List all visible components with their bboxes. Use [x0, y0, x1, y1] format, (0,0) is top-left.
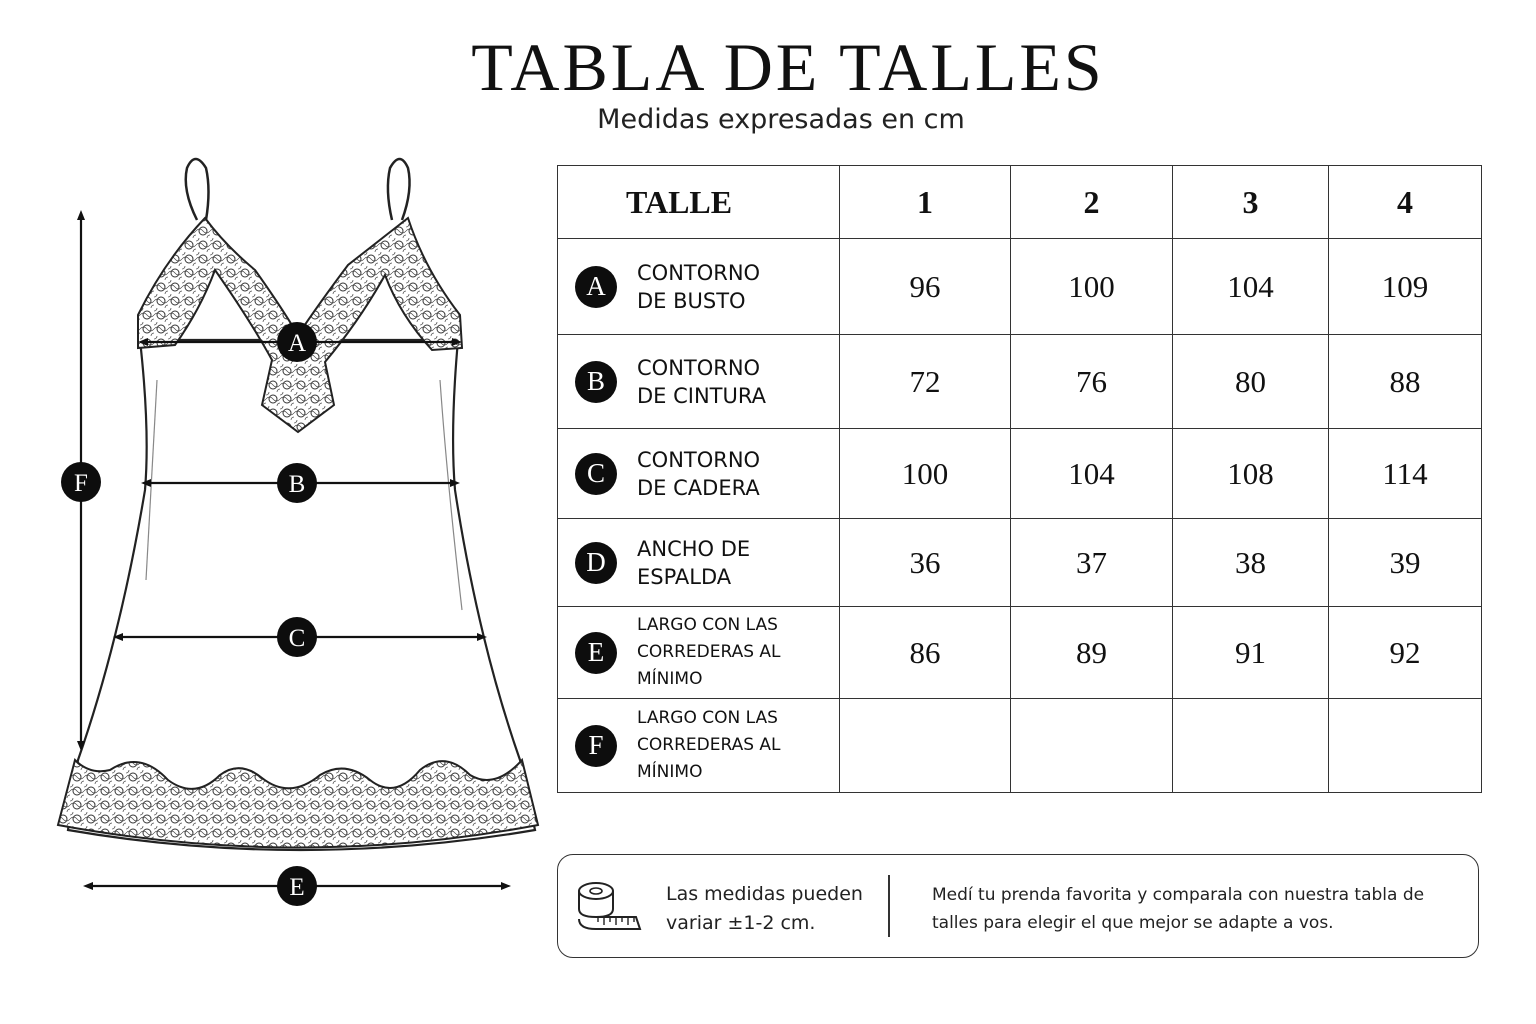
- note-instructions-text: Medí tu prenda favorita y comparala con nuestra tabla de talles para elegir el que mejor se adapte a vos.: [932, 885, 1425, 933]
- table-row: [558, 429, 1482, 519]
- table-cell: 100: [1011, 239, 1173, 335]
- garment-diagram: [0, 140, 550, 920]
- table-row: [558, 519, 1482, 607]
- table-cell: 72: [840, 335, 1011, 429]
- row-label: CONTORNO DE CADERA: [637, 447, 761, 500]
- right-strap: [388, 159, 410, 220]
- row-letter-badge: B: [575, 361, 617, 403]
- table-cell: 104: [1173, 239, 1329, 335]
- left-strap: [186, 159, 209, 220]
- table-row: [558, 607, 1482, 699]
- marker-a: [277, 322, 317, 362]
- svg-text:F: F: [74, 470, 88, 497]
- row-label: LARGO CON LAS CORREDERAS AL MÍNIMO: [637, 708, 781, 782]
- row-letter-badge: E: [575, 632, 617, 674]
- row-label: CONTORNO DE BUSTO: [637, 260, 761, 313]
- row-letter-badge: A: [575, 266, 617, 308]
- svg-text:B: B: [288, 471, 306, 498]
- table-cell: 96: [840, 239, 1011, 335]
- marker-b: [277, 463, 317, 503]
- size-header: 4: [1329, 166, 1482, 239]
- row-letter-badge: F: [575, 725, 617, 767]
- size-header: 2: [1011, 166, 1173, 239]
- page-title: TABLA DE TALLES: [471, 29, 1105, 105]
- row-letter-badge: C: [575, 453, 617, 495]
- table-cell: 108: [1173, 429, 1329, 519]
- table-cell: 88: [1329, 335, 1482, 429]
- table-row: [558, 239, 1482, 335]
- size-header: 1: [840, 166, 1011, 239]
- table-cell: 92: [1329, 607, 1482, 699]
- table-cell: 38: [1173, 519, 1329, 607]
- table-cell: 109: [1329, 239, 1482, 335]
- row-label: ANCHO DE ESPALDA: [637, 536, 751, 589]
- size-header: 3: [1173, 166, 1329, 239]
- svg-text:C: C: [288, 625, 306, 652]
- page-subtitle: Medidas expresadas en cm: [597, 104, 965, 135]
- table-cell: 37: [1011, 519, 1173, 607]
- table-row: [558, 335, 1482, 429]
- table-cell: 86: [840, 607, 1011, 699]
- table-cell: [1329, 699, 1482, 793]
- marker-e: [277, 866, 317, 906]
- measurement-note: [557, 854, 1479, 958]
- table-cell: 104: [1011, 429, 1173, 519]
- measuring-tape-icon: [576, 879, 644, 935]
- table-cell: 114: [1329, 429, 1482, 519]
- table-header-row: [558, 166, 1482, 239]
- table-cell: 89: [1011, 607, 1173, 699]
- note-variation-text: Las medidas pueden variar ±1-2 cm.: [666, 883, 863, 934]
- talle-header: TALLE: [558, 166, 840, 239]
- row-letter-badge: D: [575, 542, 617, 584]
- size-table: [557, 165, 1482, 793]
- table-cell: [1173, 699, 1329, 793]
- table-cell: 100: [840, 429, 1011, 519]
- svg-text:A: A: [287, 330, 307, 357]
- table-cell: 39: [1329, 519, 1482, 607]
- table-cell: 36: [840, 519, 1011, 607]
- table-cell: 91: [1173, 607, 1329, 699]
- note-divider: [888, 875, 890, 937]
- table-row: [558, 699, 1482, 793]
- svg-text:E: E: [289, 874, 305, 901]
- marker-c: [277, 617, 317, 657]
- row-label: LARGO CON LAS CORREDERAS AL MÍNIMO: [637, 615, 781, 689]
- row-label: CONTORNO DE CINTURA: [637, 355, 766, 408]
- table-cell: 76: [1011, 335, 1173, 429]
- table-cell: [840, 699, 1011, 793]
- table-cell: 80: [1173, 335, 1329, 429]
- table-cell: [1011, 699, 1173, 793]
- marker-f: [61, 462, 101, 502]
